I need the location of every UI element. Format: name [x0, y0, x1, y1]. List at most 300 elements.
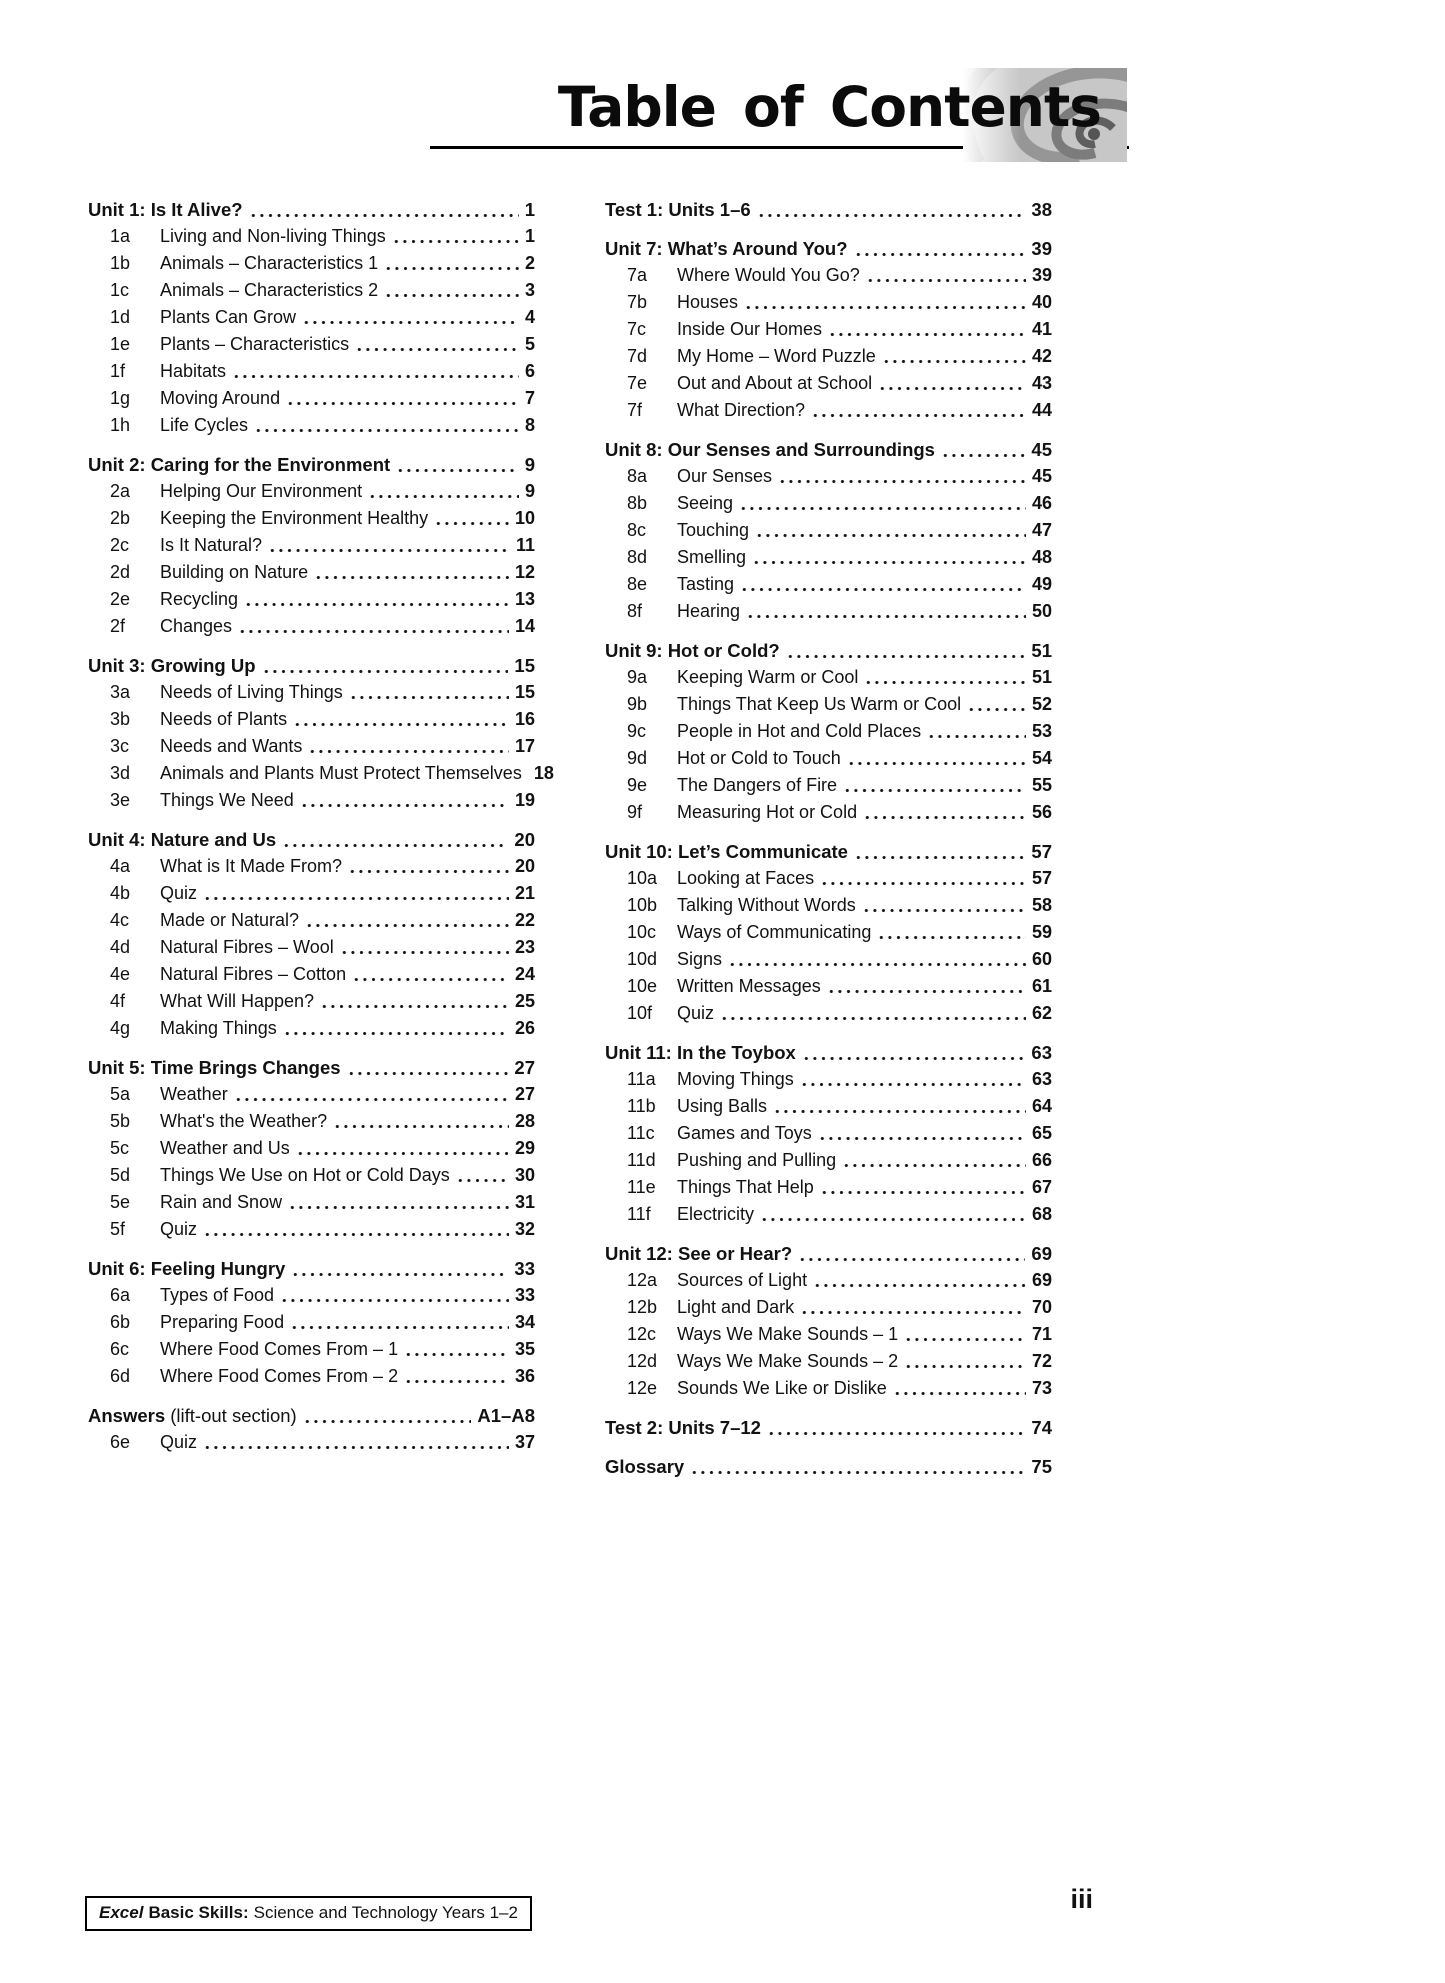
- toc-entry: [605, 973, 1052, 1000]
- toc-entry: [605, 799, 1052, 826]
- toc-block: [88, 451, 535, 640]
- unit-page-number: 15: [514, 655, 535, 676]
- toc-entry: [605, 664, 1052, 691]
- toc-entry: [88, 880, 535, 907]
- dot-leader: [893, 1392, 1026, 1395]
- entry-code: 12e: [627, 1378, 658, 1398]
- dot-leader: [349, 696, 509, 699]
- dot-leader: [847, 762, 1026, 765]
- toc-unit-heading: [605, 436, 1052, 463]
- entry-title: Animals – Characteristics 1: [160, 253, 379, 273]
- entry-page-number: 44: [1031, 400, 1052, 420]
- toc-entry: [88, 961, 535, 988]
- entry-code: 12c: [627, 1324, 657, 1344]
- toc-block: [88, 826, 535, 1042]
- footer-subtitle: Science and Technology Years 1–2: [253, 1903, 518, 1922]
- entry-code: 4e: [110, 964, 131, 984]
- toc-unit-heading: [605, 196, 1052, 223]
- unit-title: Unit 9: Hot or Cold?: [605, 640, 780, 661]
- toc-entry: [88, 223, 535, 250]
- unit-title: Unit 12: See or Hear?: [605, 1243, 793, 1264]
- dot-leader: [355, 348, 519, 351]
- toc-entry: [605, 517, 1052, 544]
- toc-entry: [88, 478, 535, 505]
- entry-page-number: 18: [533, 763, 554, 783]
- entry-title: Seeing: [677, 493, 734, 513]
- entry-title: Pushing and Pulling: [677, 1150, 837, 1170]
- entry-code: 8f: [627, 601, 643, 621]
- dot-leader: [234, 1098, 509, 1101]
- toc-entry: [88, 934, 535, 961]
- entry-page-number: 22: [514, 910, 535, 930]
- toc-entry: [88, 853, 535, 880]
- dot-leader: [746, 615, 1026, 618]
- entry-code: 4d: [110, 937, 131, 957]
- dot-leader: [308, 750, 509, 753]
- toc-entry: [605, 718, 1052, 745]
- dot-leader: [288, 1206, 509, 1209]
- toc-unit-heading: [88, 1054, 535, 1081]
- entry-page-number: 33: [514, 1285, 535, 1305]
- entry-page-number: 5: [524, 334, 535, 354]
- entry-page-number: 36: [514, 1366, 535, 1386]
- toc-entry: [605, 544, 1052, 571]
- dot-leader: [798, 1258, 1025, 1261]
- entry-page-number: 20: [514, 856, 535, 876]
- toc-block: [605, 637, 1052, 826]
- entry-page-number: 32: [514, 1219, 535, 1239]
- toc-entry: [88, 1429, 535, 1456]
- unit-title: Unit 6: Feeling Hungry: [88, 1258, 286, 1279]
- entry-page-number: 52: [1031, 694, 1052, 714]
- entry-title: Signs: [677, 949, 723, 969]
- entry-title: Things That Keep Us Warm or Cool: [677, 694, 962, 714]
- entry-page-number: 35: [514, 1339, 535, 1359]
- unit-title: Unit 1: Is It Alive?: [88, 199, 243, 220]
- unit-title: Unit 2: Caring for the Environment: [88, 454, 391, 475]
- entry-code: 1a: [110, 226, 131, 246]
- toc-entry: [605, 1093, 1052, 1120]
- dot-leader: [320, 1005, 509, 1008]
- entry-code: 10d: [627, 949, 658, 969]
- toc-entry: [88, 1081, 535, 1108]
- entry-code: 2b: [110, 508, 131, 528]
- toc-entry: [605, 571, 1052, 598]
- entry-title: Inside Our Homes: [677, 319, 823, 339]
- entry-page-number: 3: [524, 280, 535, 300]
- dot-leader: [800, 1083, 1026, 1086]
- toc-block: [88, 1054, 535, 1243]
- dot-leader: [404, 1353, 509, 1356]
- entry-title: My Home – Word Puzzle: [677, 346, 876, 366]
- dot-leader: [802, 1057, 1026, 1060]
- entry-title: Ways We Make Sounds – 2: [677, 1351, 899, 1371]
- entry-page-number: 6: [524, 361, 535, 381]
- toc-entry: [605, 919, 1052, 946]
- toc-entry: [88, 505, 535, 532]
- entry-page-number: 61: [1031, 976, 1052, 996]
- dot-leader: [820, 1191, 1026, 1194]
- entry-page-number: 54: [1031, 748, 1052, 768]
- dot-leader: [203, 897, 509, 900]
- entry-title: Tasting: [677, 574, 735, 594]
- dot-leader: [778, 480, 1026, 483]
- entry-title: Living and Non-living Things: [160, 226, 386, 246]
- entry-code: 2f: [110, 616, 126, 636]
- entry-title: Natural Fibres – Cotton: [160, 964, 347, 984]
- entry-code: 1h: [110, 415, 131, 435]
- dot-leader: [203, 1233, 509, 1236]
- entry-title: Needs and Wants: [160, 736, 303, 756]
- toc-entry: [605, 370, 1052, 397]
- entry-page-number: 17: [514, 736, 535, 756]
- dot-leader: [456, 1179, 509, 1182]
- toc-entry: [88, 1108, 535, 1135]
- toc-entry: [605, 316, 1052, 343]
- entry-title: Light and Dark: [677, 1297, 795, 1317]
- dot-leader: [828, 333, 1026, 336]
- dot-leader: [854, 253, 1026, 256]
- toc-entry: [605, 745, 1052, 772]
- entry-title: Building on Nature: [160, 562, 309, 582]
- entry-code: 11f: [627, 1204, 651, 1224]
- entry-title: People in Hot and Cold Places: [677, 721, 922, 741]
- toc-entry: [605, 463, 1052, 490]
- toc-unit-heading: [88, 451, 535, 478]
- toc-unit-heading: [88, 652, 535, 679]
- entry-title: Things That Help: [677, 1177, 814, 1197]
- entry-title: Preparing Food: [160, 1312, 285, 1332]
- entry-code: 7c: [627, 319, 647, 339]
- toc-unit-heading: [88, 196, 535, 223]
- entry-page-number: 27: [514, 1084, 535, 1104]
- toc-entry: [88, 304, 535, 331]
- dot-leader: [786, 655, 1026, 658]
- toc-entry: [605, 865, 1052, 892]
- dot-leader: [280, 1299, 509, 1302]
- unit-page-number: 20: [514, 829, 535, 850]
- toc-entry: [88, 760, 554, 787]
- entry-page-number: 8: [524, 415, 535, 435]
- entry-code: 12a: [627, 1270, 658, 1290]
- unit-page-number: 38: [1031, 199, 1052, 220]
- entry-code: 9a: [627, 667, 648, 687]
- dot-leader: [866, 279, 1026, 282]
- page-title: Table of Contents: [557, 75, 1101, 139]
- dot-leader: [352, 978, 509, 981]
- entry-title: Plants Can Grow: [160, 307, 297, 327]
- footer-credit-box: [85, 1896, 532, 1931]
- toc-entry: [605, 691, 1052, 718]
- unit-title: Unit 11: In the Toybox: [605, 1042, 796, 1063]
- entry-code: 9b: [627, 694, 648, 714]
- entry-title: Ways We Make Sounds – 1: [677, 1324, 899, 1344]
- entry-title: Things We Need: [160, 790, 294, 810]
- dot-leader: [290, 1326, 509, 1329]
- entry-page-number: 51: [1031, 667, 1052, 687]
- entry-page-number: 46: [1031, 493, 1052, 513]
- entry-code: 4a: [110, 856, 131, 876]
- entry-code: 11a: [627, 1069, 656, 1089]
- toc-entry: [88, 706, 535, 733]
- entry-title: Is It Natural?: [160, 535, 263, 555]
- entry-page-number: 58: [1031, 895, 1052, 915]
- entry-page-number: 42: [1031, 346, 1052, 366]
- unit-title: Unit 5: Time Brings Changes: [88, 1057, 341, 1078]
- entry-page-number: 40: [1031, 292, 1052, 312]
- toc-block: [88, 1402, 535, 1456]
- dot-leader: [755, 534, 1026, 537]
- entry-title: Moving Things: [677, 1069, 794, 1089]
- entry-page-number: 72: [1031, 1351, 1052, 1371]
- entry-title: Life Cycles: [160, 415, 249, 435]
- entry-code: 4c: [110, 910, 130, 930]
- toc-entry: [605, 1294, 1052, 1321]
- entry-page-number: 48: [1031, 547, 1052, 567]
- entry-page-number: 19: [514, 790, 535, 810]
- entry-code: 6e: [110, 1432, 131, 1452]
- dot-leader: [739, 507, 1026, 510]
- entry-title: Making Things: [160, 1018, 277, 1038]
- unit-title: Test 2: Units 7–12: [605, 1417, 761, 1438]
- unit-title: Unit 7: What’s Around You?: [605, 238, 848, 259]
- entry-code: 9e: [627, 775, 648, 795]
- toc-entry: [88, 988, 535, 1015]
- toc-entry: [88, 277, 535, 304]
- entry-title: Houses: [677, 292, 739, 312]
- toc-block: [605, 1414, 1052, 1441]
- dot-leader: [368, 495, 519, 498]
- entry-title: Written Messages: [677, 976, 821, 996]
- page-header: [0, 0, 1445, 200]
- dot-leader: [752, 561, 1026, 564]
- unit-page-number: 57: [1031, 841, 1052, 862]
- toc-entry: [88, 679, 535, 706]
- toc-entry: [605, 892, 1052, 919]
- entry-page-number: 71: [1031, 1324, 1052, 1344]
- dot-leader: [238, 630, 509, 633]
- entry-title: Quiz: [160, 883, 198, 903]
- toc-entry: [605, 1201, 1052, 1228]
- toc-columns: [88, 196, 1052, 1492]
- entry-code: 11c: [627, 1123, 655, 1143]
- unit-title: Unit 8: Our Senses and Surroundings: [605, 439, 935, 460]
- toc-unit-heading: [605, 1453, 1052, 1480]
- entry-title: Looking at Faces: [677, 868, 815, 888]
- entry-code: 6d: [110, 1366, 131, 1386]
- entry-code: 1d: [110, 307, 131, 327]
- toc-entry: [605, 946, 1052, 973]
- entry-code: 5e: [110, 1192, 131, 1212]
- entry-code: 3d: [110, 763, 131, 783]
- dot-leader: [854, 856, 1025, 859]
- entry-page-number: 28: [514, 1111, 535, 1131]
- dot-leader: [348, 870, 509, 873]
- dot-leader: [232, 375, 519, 378]
- entry-code: 1b: [110, 253, 131, 273]
- entry-title: Our Senses: [677, 466, 773, 486]
- unit-page-number: 9: [524, 454, 535, 475]
- toc-entry: [88, 358, 535, 385]
- unit-title: Glossary: [605, 1456, 685, 1477]
- entry-code: 2e: [110, 589, 131, 609]
- toc-block: [88, 652, 554, 814]
- entry-code: 10a: [627, 868, 658, 888]
- entry-code: 9f: [627, 802, 643, 822]
- entry-code: 1c: [110, 280, 130, 300]
- toc-entry: [88, 733, 535, 760]
- entry-title: Hot or Cold to Touch: [677, 748, 841, 768]
- dot-leader: [728, 963, 1026, 966]
- entry-page-number: 56: [1031, 802, 1052, 822]
- dot-leader: [864, 681, 1026, 684]
- dot-leader: [690, 1471, 1025, 1474]
- toc-block: [605, 1453, 1052, 1480]
- entry-page-number: 25: [514, 991, 535, 1011]
- entry-page-number: 21: [514, 883, 535, 903]
- entry-page-number: 14: [514, 616, 535, 636]
- unit-page-number: 51: [1031, 640, 1052, 661]
- dot-leader: [760, 1218, 1026, 1221]
- dot-leader: [305, 924, 509, 927]
- dot-leader: [302, 321, 519, 324]
- footer-brand: Excel: [99, 1903, 144, 1922]
- entry-page-number: 68: [1031, 1204, 1052, 1224]
- entry-title: Natural Fibres – Wool: [160, 937, 334, 957]
- entry-title: Needs of Living Things: [160, 682, 343, 702]
- unit-page-number: 63: [1031, 1042, 1052, 1063]
- entry-page-number: 2: [524, 253, 535, 273]
- dot-leader: [244, 603, 509, 606]
- entry-title: Games and Toys: [677, 1123, 812, 1143]
- entry-code: 7d: [627, 346, 648, 366]
- dot-leader: [941, 454, 1025, 457]
- dot-leader: [404, 1380, 509, 1383]
- entry-title: Recycling: [160, 589, 239, 609]
- toc-entry: [88, 613, 535, 640]
- toc-block: [88, 1255, 535, 1390]
- toc-entry: [88, 1282, 535, 1309]
- entry-page-number: 4: [524, 307, 535, 327]
- entry-code: 8a: [627, 466, 648, 486]
- dot-leader: [800, 1311, 1026, 1314]
- entry-code: 12b: [627, 1297, 658, 1317]
- entry-code: 1g: [110, 388, 131, 408]
- toc-column-right: [605, 196, 1052, 1492]
- toc-entry: [605, 1174, 1052, 1201]
- entry-code: 1f: [110, 361, 126, 381]
- entry-title: Made or Natural?: [160, 910, 300, 930]
- unit-title: Answers (lift-out section): [88, 1405, 297, 1426]
- entry-page-number: 10: [514, 508, 535, 528]
- toc-entry: [605, 1375, 1052, 1402]
- entry-title: Needs of Plants: [160, 709, 288, 729]
- entry-code: 7e: [627, 373, 648, 393]
- dot-leader: [882, 360, 1026, 363]
- toc-entry: [88, 1363, 535, 1390]
- dot-leader: [842, 1164, 1026, 1167]
- entry-page-number: 66: [1031, 1150, 1052, 1170]
- toc-entry: [88, 1015, 535, 1042]
- entry-page-number: 65: [1031, 1123, 1052, 1143]
- toc-entry: [605, 490, 1052, 517]
- entry-code: 7f: [627, 400, 643, 420]
- footer-series: Basic Skills:: [148, 1903, 249, 1922]
- entry-code: 11d: [627, 1150, 656, 1170]
- entry-page-number: 60: [1031, 949, 1052, 969]
- entry-title: Sounds We Like or Dislike: [677, 1378, 887, 1398]
- entry-page-number: 29: [514, 1138, 535, 1158]
- toc-entry: [88, 1162, 535, 1189]
- entry-code: 5f: [110, 1219, 126, 1239]
- entry-code: 3e: [110, 790, 131, 810]
- entry-title: Where Food Comes From – 1: [160, 1339, 399, 1359]
- entry-code: 11b: [627, 1096, 656, 1116]
- dot-leader: [877, 936, 1026, 939]
- entry-code: 5c: [110, 1138, 130, 1158]
- entry-title: Quiz: [160, 1432, 198, 1452]
- unit-title: Test 1: Units 1–6: [605, 199, 751, 220]
- entry-page-number: 39: [1031, 265, 1052, 285]
- entry-title: Using Balls: [677, 1096, 768, 1116]
- dot-leader: [203, 1446, 509, 1449]
- dot-leader: [282, 844, 508, 847]
- dot-leader: [878, 387, 1026, 390]
- toc-unit-heading: [605, 235, 1052, 262]
- toc-entry: [88, 559, 535, 586]
- entry-title: Habitats: [160, 361, 227, 381]
- toc-unit-heading: [88, 1255, 535, 1282]
- unit-title: Unit 4: Nature and Us: [88, 829, 277, 850]
- dot-leader: [434, 522, 509, 525]
- entry-title: Changes: [160, 616, 233, 636]
- unit-title: Unit 3: Growing Up: [88, 655, 256, 676]
- toc-unit-heading: [88, 826, 535, 853]
- unit-page-number: 33: [514, 1258, 535, 1279]
- unit-page-number: 69: [1031, 1243, 1052, 1264]
- dot-leader: [757, 214, 1026, 217]
- entry-code: 4g: [110, 1018, 131, 1038]
- toc-entry: [605, 1321, 1052, 1348]
- entry-code: 2c: [110, 535, 130, 555]
- entry-code: 11e: [627, 1177, 656, 1197]
- entry-title: Sources of Light: [677, 1270, 808, 1290]
- dot-leader: [291, 1273, 508, 1276]
- toc-column-left: [88, 196, 554, 1492]
- entry-code: 4f: [110, 991, 126, 1011]
- entry-page-number: 43: [1031, 373, 1052, 393]
- dot-leader: [904, 1365, 1026, 1368]
- entry-page-number: 16: [514, 709, 535, 729]
- entry-code: 7a: [627, 265, 648, 285]
- entry-page-number: 1: [524, 226, 535, 246]
- entry-page-number: 67: [1031, 1177, 1052, 1197]
- entry-page-number: 7: [524, 388, 535, 408]
- entry-title: What Direction?: [677, 400, 806, 420]
- dot-leader: [843, 789, 1026, 792]
- dot-leader: [286, 402, 519, 405]
- toc-block: [605, 838, 1052, 1027]
- unit-title-suffix: (lift-out section): [165, 1405, 297, 1426]
- entry-page-number: 41: [1031, 319, 1052, 339]
- entry-title: Ways of Communicating: [677, 922, 872, 942]
- entry-page-number: 13: [514, 589, 535, 609]
- entry-code: 6b: [110, 1312, 131, 1332]
- toc-entry: [88, 331, 535, 358]
- dot-leader: [740, 588, 1026, 591]
- dot-leader: [283, 1032, 509, 1035]
- dot-leader: [720, 1017, 1026, 1020]
